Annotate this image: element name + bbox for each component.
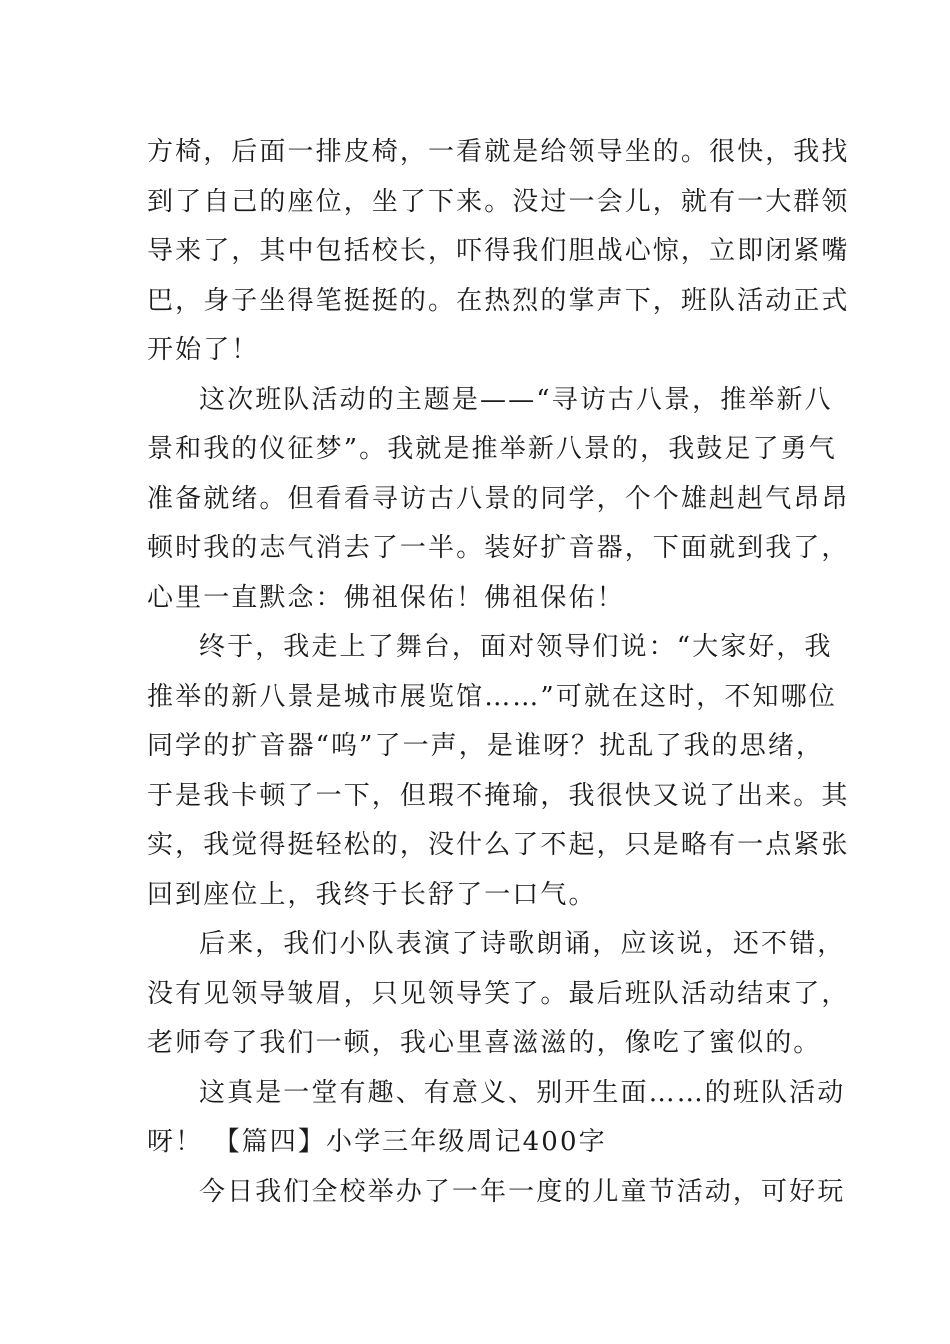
text-line: 没有见领导皱眉，只见领导笑了。最后班队活动结束了， xyxy=(147,978,850,1009)
text-line: 老师夸了我们一顿，我心里喜滋滋的，像吃了蜜似的。 xyxy=(147,1028,822,1058)
text-line: 推举的新八景是城市展览馆……”可就在这时，不知哪位 xyxy=(147,681,837,712)
essay-body xyxy=(147,128,850,1217)
text-line: 方椅，后面一排皮椅，一看就是给领导坐的。很快，我找 xyxy=(147,137,850,167)
paragraph-start-line: 今日我们全校举办了一年一度的儿童节活动，可好玩 xyxy=(199,1176,846,1207)
text-line: 准备就绪。但看看寻访古八景的同学，个个雄赳赳气昂昂 xyxy=(147,483,850,514)
text-line: 到了自己的座位，坐了下来。没过一会儿，就有一大群领 xyxy=(147,186,850,217)
text-line: 顿时我的志气消去了一半。装好扩音器，下面就到我了， xyxy=(147,533,850,563)
paragraph-start-line: 这次班队活动的主题是——“寻访古八景，推举新八 xyxy=(199,384,833,415)
text-line: 景和我的仪征梦”。我就是推举新八景的，我鼓足了勇气 xyxy=(147,434,837,464)
text-line: 开始了！ xyxy=(147,335,260,365)
text-line: 实，我觉得挺轻松的，没什么了不起，只是略有一点紧张 xyxy=(147,830,850,860)
section-heading-line: 呀！ 【篇四】小学三年级周记400字 xyxy=(147,1127,607,1157)
paragraph-start-line: 终于，我走上了舞台，面对领导们说：“大家好，我 xyxy=(199,632,833,662)
paragraph-start-line: 这真是一堂有趣、有意义、别开生面……的班队活动 xyxy=(199,1077,846,1108)
text-line: 回到座位上，我终于长舒了一口气。 xyxy=(147,879,597,910)
text-line: 心里一直默念：佛祖保佑！佛祖保佑！ xyxy=(147,582,625,613)
text-line: 于是我卡顿了一下，但瑕不掩瑜，我很快又说了出来。其 xyxy=(147,780,850,811)
text-line: 同学的扩音器“呜”了一声，是谁呀？扰乱了我的思绪， xyxy=(147,731,825,761)
paragraph-start-line: 后来，我们小队表演了诗歌朗诵，应该说，还不错， xyxy=(199,929,846,959)
text-line: 导来了，其中包括校长，吓得我们胆战心惊，立即闭紧嘴 xyxy=(147,236,850,266)
text-line: 巴，身子坐得笔挺挺的。在热烈的掌声下，班队活动正式 xyxy=(147,285,850,316)
